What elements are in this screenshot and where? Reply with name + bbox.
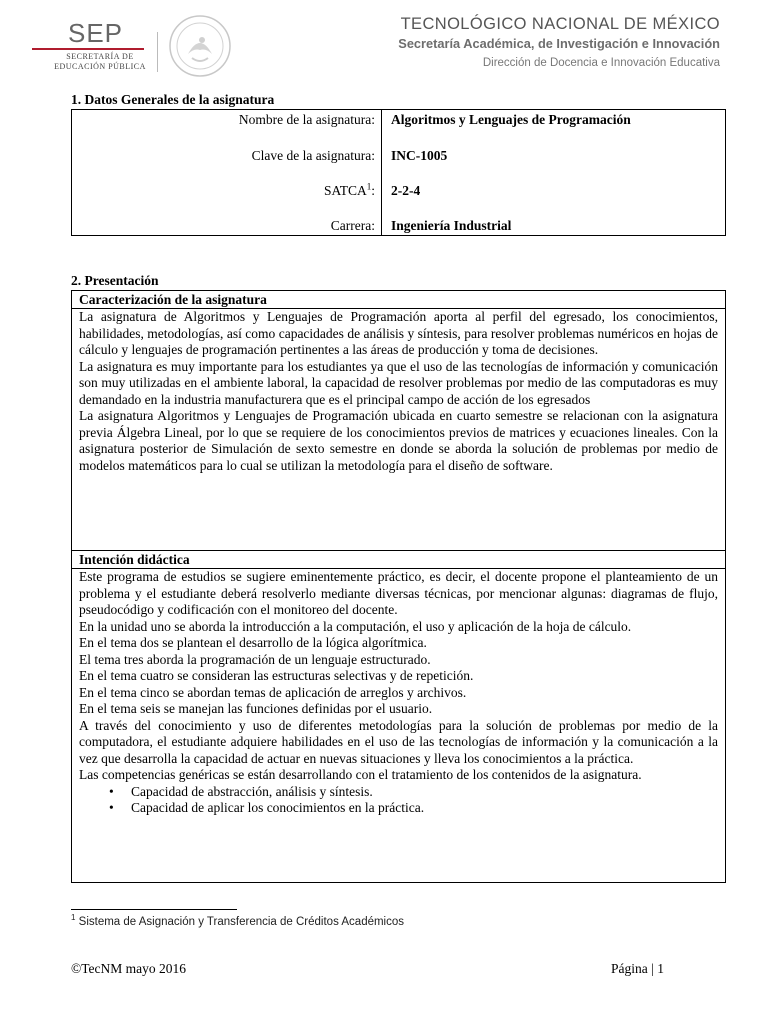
- direccion-name: Dirección de Docencia e Innovación Educativa: [482, 57, 720, 69]
- table-row: [72, 217, 725, 235]
- table-row: [72, 111, 725, 129]
- paragraph: La asignatura de Algoritmos y Lenguajes de Programación aporta al perfil del egresado, los conocimientos, habilidades, metodologías, así como capacidades de análisis y síntesis, para resolver problemas numéricos en hojas de cálculo y lenguajes de programación pertinentes a las áreas de producción y toma de decisiones.: [79, 309, 718, 357]
- row-value: 2-2-4: [391, 183, 421, 198]
- paragraph: La asignatura Algoritmos y Lenguajes de Programación ubicada en cuarto semestre se relacionan con la asignatura previa Álgebra Lineal, por lo que se requiere de los conocimientos previos de matrices y ecuaciones lineales. Con la asignatura posterior de Simulación de sexto semestre en donde se aborda la solución de problemas por medio de modelos matemáticos para lo cual se utilizan la metodología para el diseño de software.: [79, 408, 718, 473]
- secretaria-name: Secretaría Académica, de Investigación e Innovación: [398, 36, 720, 51]
- sep-logo-subtitle-1: SECRETARÍA DE: [66, 52, 134, 61]
- paragraph: Las competencias genéricas se están desarrollando con el tratamiento de los contenidos de la asignatura.: [79, 767, 642, 782]
- table-row: [72, 182, 725, 200]
- mexico-seal-icon: [168, 14, 232, 78]
- row-label: Carrera:: [330, 218, 375, 233]
- paragraph: La asignatura es muy importante para los estudiantes ya que el uso de las tecnologías de información y comunicación son muy utilizadas en el ambiente laboral, la capacidad de resolver problemas por medio de las computadoras es muy demandado en la industria manufacturera que es el principal campo de acción de los egresados: [79, 358, 718, 407]
- paragraph: En el tema cinco se abordan temas de aplicación de arreglos y archivos.: [79, 684, 467, 700]
- caracterizacion-body: [72, 309, 725, 551]
- caracterizacion-heading: Caracterización de la asignatura: [72, 291, 725, 309]
- header-divider: [157, 32, 158, 72]
- intencion-body: [72, 569, 725, 883]
- intencion-heading: Intención didáctica: [72, 551, 725, 569]
- list-item: • Capacidad de aplicar los conocimientos en la práctica.: [109, 800, 425, 815]
- section-2-title: 2. Presentación: [71, 273, 159, 288]
- bullet-icon: •: [109, 800, 114, 815]
- sep-logo-subtitle-2: EDUCACIÓN PÚBLICA: [54, 62, 146, 71]
- sep-logo: [30, 18, 160, 78]
- page-header: [0, 0, 768, 90]
- general-data-table: [71, 109, 726, 236]
- list-item: • Capacidad de abstracción, análisis y síntesis.: [109, 783, 373, 799]
- paragraph: A través del conocimiento y uso de diferentes metodologías para la solución de problemas por medio de la computadora, el estudiante adquiere habilidades en el uso de las tecnologías de información y la comunicación a la vez que desarrolla la capacidad de actuar en nuevas situaciones y lleva los conocimientos a la práctica.: [79, 717, 718, 766]
- competencias-list: [79, 784, 718, 817]
- paragraph: En la unidad uno se aborda la introducción a la computación, el uso y aplicación de la hoja de cálculo.: [79, 618, 632, 634]
- table-row: [72, 147, 725, 165]
- paragraph: En el tema cuatro se consideran las estructuras selectivas y de repetición.: [79, 668, 474, 683]
- footnote-mark: 1: [71, 913, 76, 923]
- sep-logo-word: SEP: [68, 18, 124, 48]
- row-value: Algoritmos y Lenguajes de Programación: [391, 112, 631, 127]
- row-label: Nombre de la asignatura:: [238, 112, 375, 127]
- header-institution-block: [398, 14, 720, 72]
- paragraph: El tema tres aborda la programación de un lenguaje estructurado.: [79, 651, 431, 667]
- footnote-text: Sistema de Asignación y Transferencia de Créditos Académicos: [75, 916, 405, 928]
- row-value: INC-1005: [391, 148, 448, 163]
- section-1-title: 1. Datos Generales de la asignatura: [71, 92, 275, 107]
- presentation-table: [71, 290, 726, 883]
- footnote: [71, 913, 405, 928]
- paragraph: Este programa de estudios se sugiere eminentemente práctico, es decir, el docente propone el planteamiento de un problema y el estudiante deberá resolverlo mediante diversas técnicas, por mencionar algunas: diagramas de flujo, pseudocódigo y codificación con el monitoreo del docente.: [79, 569, 718, 617]
- row-value: Ingeniería Industrial: [391, 218, 512, 233]
- footnote-ref: 1: [366, 181, 372, 192]
- sep-logo-bar: [32, 48, 144, 50]
- bullet-icon: •: [109, 783, 114, 799]
- paragraph: En el tema seis se manejan las funciones definidas por el usuario.: [79, 701, 433, 716]
- footer-page-number: Página | 1: [611, 961, 664, 976]
- paragraph: En el tema dos se plantean el desarrollo de la lógica algorítmica.: [79, 635, 427, 650]
- row-label-satca: SATCA$^1$:: [323, 181, 375, 198]
- footnote-separator: [71, 909, 237, 910]
- row-label: Clave de la asignatura:: [251, 148, 375, 163]
- institution-name: TECNOLÓGICO NACIONAL DE MÉXICO: [400, 15, 720, 33]
- footer-copyright: ©TecNM mayo 2016: [71, 961, 187, 976]
